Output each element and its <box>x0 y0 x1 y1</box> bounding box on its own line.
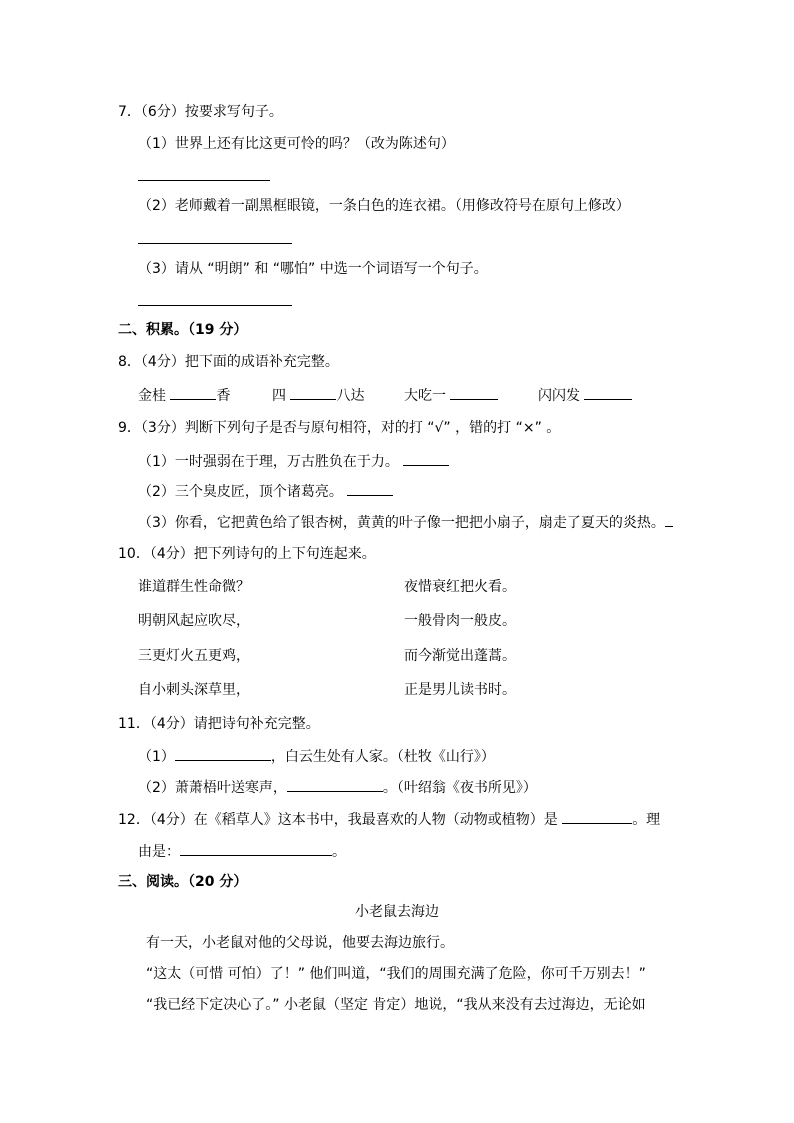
q7-answer-line-1[interactable] <box>138 180 270 181</box>
q12-blank-character[interactable] <box>562 809 632 824</box>
q11-item-1-post: ，白云生处有人家。（杜牧《山行》） <box>270 749 495 765</box>
q11-blank-2[interactable] <box>287 777 383 792</box>
q12-blank-reason[interactable] <box>180 841 332 856</box>
q10-right-1: 夜惜衰红把火看。 <box>404 579 516 595</box>
q10-right-2: 一般骨肉一般皮。 <box>404 613 516 629</box>
q8-idiom-4 <box>538 385 632 406</box>
q11-item-2-post: 。（叶绍翁《夜书所见》） <box>382 780 537 796</box>
q9-blank-1[interactable] <box>403 451 449 466</box>
q11-item-2 <box>138 777 537 798</box>
q7-answer-line-3[interactable] <box>138 305 292 306</box>
q9-item-3 <box>138 512 673 533</box>
q8-blank-3[interactable] <box>450 385 498 400</box>
q9-item-1 <box>138 451 449 472</box>
q9-item-1-text: （1）一时强弱在于理，万古胜负在于力。 <box>138 454 399 470</box>
reading-paragraph-1: 有一天，小老鼠对他的父母说，他要去海边旅行。 <box>146 935 454 951</box>
q11-item-1 <box>138 746 495 767</box>
reading-paragraph-3: “我已经下定决心了。” 小老鼠（坚定 肯定）地说，“我从来没有去过海边，无论如 <box>146 997 646 1013</box>
reading-title: 小老鼠去海边 <box>355 904 439 920</box>
q7-item-2: （2）老师戴着一副黑框眼镜，一条白色的连衣裙。（用修改符号在原句上修改） <box>138 198 630 214</box>
q12-reason-end: 。 <box>332 844 346 860</box>
q8-idiom-1 <box>138 385 230 406</box>
q12-stem-text: 12．（4分）在《稻草人》这本书中，我最喜欢的人物（动物或植物）是 <box>118 812 558 828</box>
q8-idiom-3 <box>404 385 498 406</box>
q10-stem: 10．（4分）把下列诗句的上下句连起来。 <box>118 546 376 562</box>
q12-reason <box>138 841 346 862</box>
q11-item-2-pre: （2）萧萧梧叶送寒声， <box>138 780 287 796</box>
section-2-title: 二、积累。（19 分） <box>118 322 248 338</box>
q8-idiom-4-pre: 闪闪发 <box>538 388 585 404</box>
q9-item-3-text: （3）你看，它把黄色给了银杏树，黄黄的叶子像一把把小扇子，扇走了夏天的炎热。 <box>138 515 665 531</box>
q10-left-2: 明朝风起应吹尽， <box>138 613 250 629</box>
q9-blank-3[interactable] <box>665 512 673 527</box>
q12-reason-label: 由是： <box>138 844 180 860</box>
q7-answer-line-2[interactable] <box>138 243 292 244</box>
q8-idiom-1-pre: 金桂 <box>138 388 171 404</box>
q10-right-3: 而今渐觉出蓬蒿。 <box>404 648 516 664</box>
q8-idiom-3-pre: 大吃一 <box>404 388 451 404</box>
section-3-title: 三、阅读。（20 分） <box>118 874 248 890</box>
q8-idiom-1-post: 香 <box>216 388 231 404</box>
q12-stem <box>118 809 660 830</box>
q10-left-3: 三更灯火五更鸡， <box>138 648 250 664</box>
q10-left-1: 谁道群生性命微？ <box>138 579 250 595</box>
q8-idiom-2 <box>272 385 364 406</box>
q11-stem: 11．（4分）请把诗句补充完整。 <box>118 716 320 732</box>
reading-paragraph-2: “这太（可惜 可怕）了！” 他们叫道，“我们的周围充满了危险，你可千万别去！” <box>146 966 646 982</box>
q8-stem: 8．（4分）把下面的成语补充完整。 <box>118 354 339 370</box>
q7-item-1: （1）世界上还有比这更可怜的吗？（改为陈述句） <box>138 136 455 152</box>
q9-item-2-text: （2）三个臭皮匠，顶个诸葛亮。 <box>138 484 343 500</box>
q11-blank-1[interactable] <box>175 746 271 761</box>
q9-blank-2[interactable] <box>347 481 393 496</box>
q7-stem: 7．（6分）按要求写句子。 <box>118 104 283 120</box>
q11-item-1-pre: （1） <box>138 749 175 765</box>
q8-idiom-2-post: 八达 <box>336 388 365 404</box>
q7-item-3: （3）请从 “明朗” 和 “哪怕” 中选一个词语写一个句子。 <box>138 261 488 277</box>
q8-blank-4[interactable] <box>584 385 632 400</box>
q10-right-4: 正是男儿读书时。 <box>404 682 516 698</box>
q9-item-2 <box>138 481 393 502</box>
q8-idiom-2-pre: 四 <box>272 388 291 404</box>
q10-left-4: 自小刺头深草里， <box>138 682 250 698</box>
q12-stem-end: 。理 <box>632 812 661 828</box>
q8-blank-2[interactable] <box>290 385 336 400</box>
q8-blank-1[interactable] <box>170 385 216 400</box>
q9-stem: 9．（3分）判断下列句子是否与原句相符，对的打 “√” ，错的打 “×” 。 <box>118 420 561 436</box>
